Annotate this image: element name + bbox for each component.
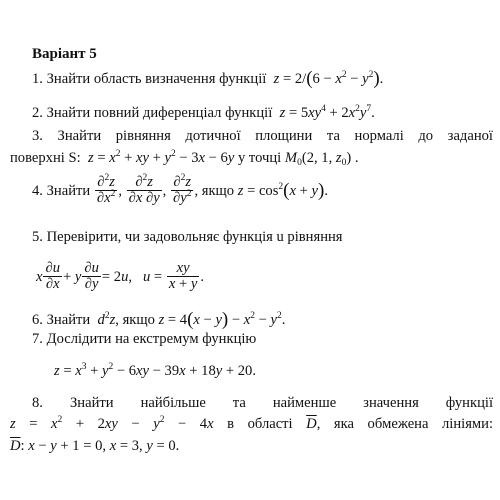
task-8-number: 8.	[32, 395, 43, 411]
task-5-equation: x $\frac{\partial u}{\partial x}$ + y $\frac{\partial u}{\partial y}$ = 2u, u = $\frac{xy}{x + y}$ .	[36, 260, 204, 292]
task-1-formula: $z = 2/(6 - x^2 - y^2)$.	[269, 68, 384, 89]
task-3-point: $M_0(2$, 1, $z_0$) .	[284, 150, 359, 168]
task-5-text: Перевірити, чи задовольняє функція u рівняння	[46, 229, 343, 245]
task-7-number: 7.	[32, 331, 43, 347]
task-1-number: 1.	[32, 71, 43, 87]
task-3-line-2	[10, 150, 359, 166]
task-8-boundary: $\overline{D}$: x − y + 1 = 0, x = 3, y = 0.	[10, 438, 180, 454]
task-6-number: 6.	[32, 312, 43, 328]
task-4-formula: $z = \cos^2(x + y)$.	[237, 179, 328, 201]
task-4: 4. Знайти $\frac{\partial^2z}{\partial x^2}$ , $\frac{\partial^2z}{\partial x \partial y}$ , $\frac{\partial^2z}{\partial y^2}$ , якщо $z = \cos^2(x + y)$.	[32, 173, 328, 206]
task-7	[32, 331, 256, 347]
variant-title: Варіант 5	[32, 46, 97, 62]
task-1	[32, 70, 383, 87]
task-8-line-2	[10, 416, 493, 432]
task-2-formula: $z = 5xy^4 + 2x^2y^7$.	[275, 104, 375, 121]
task-5-number: 5.	[32, 229, 43, 245]
derivative-xx: $\frac{\partial^2z}{\partial x^2}$	[96, 173, 116, 206]
task-6	[32, 311, 285, 328]
derivative-xy: $\frac{\partial^2z}{\partial x \partial y}$	[128, 173, 160, 206]
task-8-text: Знайти найбільше та найменше значення функції	[69, 395, 494, 411]
task-4-condition: якщо	[201, 182, 235, 199]
task-3-point-label: у точці	[237, 150, 282, 166]
task-6-target: $d^2z$,	[93, 311, 119, 328]
task-6-condition: якщо	[122, 312, 155, 328]
task-4-text: Знайти	[46, 182, 91, 199]
task-3-number: 3.	[32, 128, 43, 144]
task-8-formula: $z = x^2 + 2xy - y^2 - 4x$	[10, 415, 214, 432]
task-2-number: 2.	[32, 105, 43, 121]
task-6-text: Знайти	[46, 312, 91, 328]
task-1-text: Знайти область визначення функції	[46, 71, 267, 87]
derivative-yy: $\frac{\partial^2z}{\partial y^2}$	[172, 173, 192, 206]
task-2	[32, 105, 375, 121]
task-5	[32, 229, 343, 245]
task-3-formula: $z = x^2$ + xy + $y^2 - 3x - 6y$	[84, 149, 235, 166]
task-7-text: Дослідити на екстремум функцію	[46, 331, 257, 347]
task-3-text: Знайти рівняння дотичної площини та нормалі до заданої	[57, 128, 493, 144]
task-5-function: $\frac{xy}{x + y}$	[168, 260, 198, 292]
task-3-line-1	[32, 128, 493, 144]
task-6-formula: $z = 4(x - y) - x^2 - y^2$.	[158, 309, 286, 330]
task-2-text: Знайти повний диференціал функції	[46, 105, 273, 121]
task-3-surface-label: поверхні S:	[10, 150, 81, 166]
task-8-line-1	[32, 395, 493, 411]
task-8-region-desc: , яка обмежена лініями:	[316, 416, 494, 432]
task-4-number: 4.	[32, 182, 43, 199]
task-8-region: $\overline{D}$	[306, 416, 317, 432]
task-8-region-label: в області	[227, 416, 293, 432]
task-7-formula: $z = x^3 + y^2 - 6xy - 39x + 18y + 20$.	[54, 362, 257, 379]
